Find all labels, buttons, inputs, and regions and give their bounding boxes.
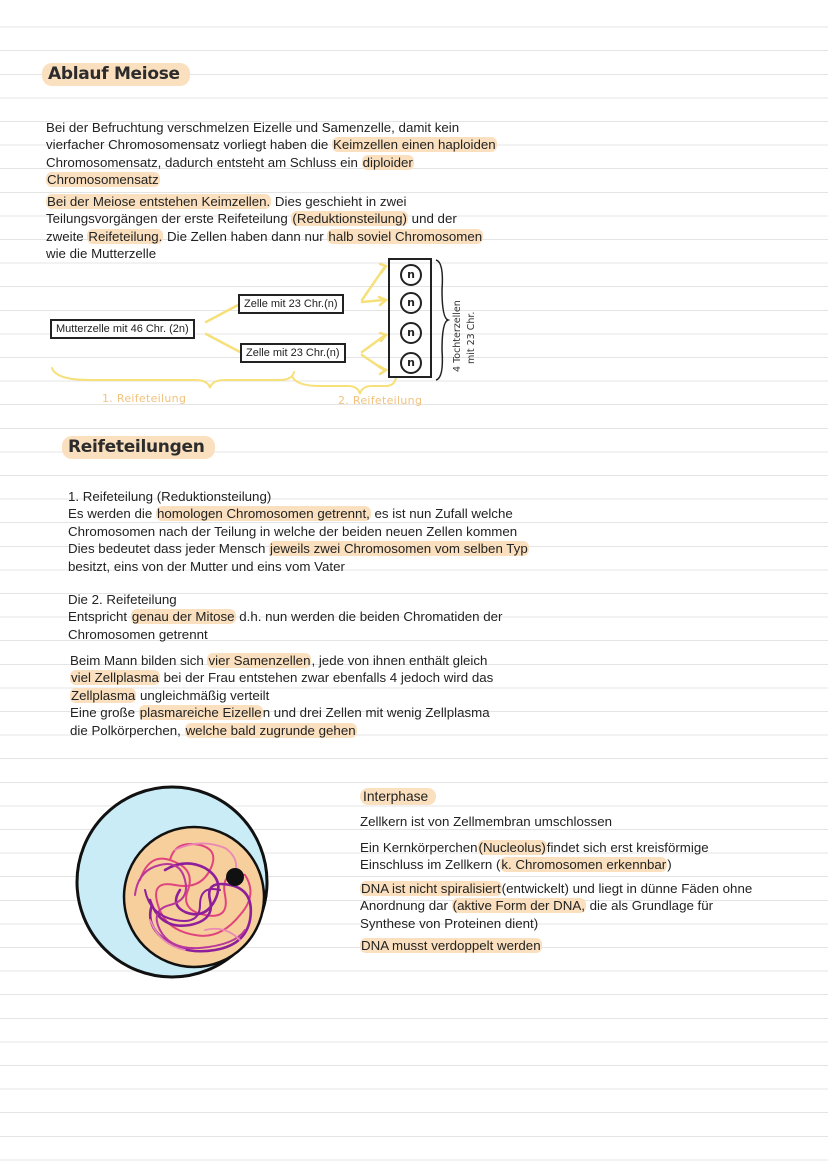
cell-box-bottom: Zelle mit 23 Chr.(n) xyxy=(240,343,346,363)
text-segment: Ein Kernkörperchen xyxy=(360,840,478,855)
text-segment: wie die Mutterzelle xyxy=(46,246,157,262)
interphase-nucleolus-text xyxy=(360,839,709,874)
text-segment: ) xyxy=(667,857,672,873)
section-title-reifeteilungen: Reifeteilungen xyxy=(62,437,215,457)
interphase-membrane-text xyxy=(360,813,612,830)
text-segment: (entwickelt) und liegt in dünne Fäden ohne xyxy=(501,881,753,896)
text-segment: d.h. nun werden die beiden Chromatiden der xyxy=(235,609,503,625)
text-segment: Es werden die xyxy=(68,506,156,522)
highlighted-text: DNA musst verdoppelt werden xyxy=(361,938,541,953)
text-segment: Chromosomensatz, dadurch entsteht am Schluss ein xyxy=(46,154,362,170)
text-segment: ungleichmäßig verteilt xyxy=(136,687,270,703)
text-segment: Entspricht xyxy=(68,609,131,625)
text-segment: es ist nun Zufall welche xyxy=(370,506,513,522)
mother-cell-box: Mutterzelle mit 46 Chr. (2n) xyxy=(50,319,195,339)
text-segment: besitzt, eins von der Mutter und eins vom Vater xyxy=(68,558,345,574)
text-segment: Beim Mann bilden sich xyxy=(70,653,208,668)
cell-box-top: Zelle mit 23 Chr.(n) xyxy=(238,294,344,314)
highlighted-text: Bei der Meiose entstehen Keimzellen. xyxy=(47,194,271,209)
text-segment: Teilungsvorgängen der erste Reifeteilung xyxy=(46,211,292,227)
text-line xyxy=(360,813,612,830)
text-segment: bei der Frau entstehen zwar ebenfalls 4 jedoch wird das xyxy=(159,670,494,686)
highlighted-text: welche bald zugrunde gehen xyxy=(185,722,356,738)
second-division-label: 2. Reifeteilung xyxy=(338,394,423,407)
highlighted-text: (Reduktionsteilung) xyxy=(292,211,407,227)
highlighted-text: k. Chromosomen erkennbar xyxy=(501,857,667,873)
text-segment: Die Zellen haben dann nur xyxy=(163,228,328,244)
highlighted-text: halb soviel Chromosomen xyxy=(328,228,483,244)
highlighted-text: Zellplasma xyxy=(71,687,136,703)
text-segment: Dies bedeutet dass jeder Mensch xyxy=(68,541,270,557)
nucleus xyxy=(124,827,264,967)
interphase-title: Interphase xyxy=(360,788,436,805)
text-line xyxy=(360,839,709,856)
text-segment: Die 2. Reifeteilung xyxy=(68,592,177,607)
daughter-cells-label: 4 Tochterzellen xyxy=(452,300,463,372)
interphase-dna-text xyxy=(360,880,752,932)
text-segment: Chromosomen nach der Teilung in welche der beiden neuen Zellen kommen xyxy=(68,523,518,539)
text-segment: Einschluss im Zellkern ( xyxy=(360,857,501,873)
highlighted-text: genau der Mitose xyxy=(131,609,235,625)
text-segment: die als Grundlage für xyxy=(585,898,714,914)
text-line xyxy=(360,856,709,873)
text-line xyxy=(360,880,752,897)
text-segment: Dies geschieht in zwei xyxy=(271,194,407,209)
highlighted-text: (Nucleolus) xyxy=(478,840,546,855)
highlighted-text: DNA ist nicht spiralisiert xyxy=(361,881,501,896)
section-title-ablauf-meiose: Ablauf Meiose xyxy=(42,64,190,84)
haploid-symbol-2: n xyxy=(400,292,422,314)
interphase-duplication-text xyxy=(360,937,542,954)
highlighted-text: viel Zellplasma xyxy=(71,670,159,686)
highlighted-text: Reifeteilung. xyxy=(88,228,163,244)
text-segment: Eine große xyxy=(70,705,139,721)
text-segment: Bei der Befruchtung verschmelzen Eizelle und Samenzelle, damit kein xyxy=(46,120,460,135)
text-segment: Chromosomen getrennt xyxy=(68,626,208,642)
highlighted-text: Chromosomensatz xyxy=(47,172,159,188)
text-segment: , jede von ihnen enthält gleich xyxy=(311,653,488,668)
highlighted-text: (aktive Form der DNA, xyxy=(452,898,585,914)
text-line xyxy=(360,937,542,954)
text-line xyxy=(360,897,752,914)
first-division-label: 1. Reifeteilung xyxy=(102,392,187,405)
text-segment: vierfacher Chromosomensatz vorliegt haben die xyxy=(46,137,333,153)
text-segment: die Polkörperchen, xyxy=(70,722,185,738)
nucleolus xyxy=(226,868,244,886)
text-line xyxy=(360,915,752,932)
text-segment: 1. Reifeteilung (Reduktionsteilung) xyxy=(68,489,272,504)
highlighted-text: jeweils zwei Chromosomen vom selben Typ xyxy=(270,541,528,557)
daughter-cells-chromosomes-label: mit 23 Chr. xyxy=(466,311,477,364)
text-segment: n und drei Zellen mit wenig Zellplasma xyxy=(262,705,490,721)
text-segment: Zellkern ist von Zellmembran umschlossen xyxy=(360,814,612,829)
text-segment: Anordnung dar xyxy=(360,898,452,914)
haploid-symbol-3: n xyxy=(400,322,422,344)
highlighted-text: Keimzellen einen haploiden xyxy=(333,137,496,153)
highlighted-text: vier Samenzellen xyxy=(208,653,311,668)
text-segment: und der xyxy=(407,211,457,227)
highlighted-text: homologen Chromosomen getrennt, xyxy=(156,506,370,522)
haploid-symbol-1: n xyxy=(400,264,422,286)
highlighted-text: plasmareiche Eizelle xyxy=(139,705,262,721)
highlighted-text: diploider xyxy=(362,154,413,170)
text-segment: Synthese von Proteinen dient) xyxy=(360,915,539,931)
text-segment: zweite xyxy=(46,228,88,244)
text-segment: findet sich erst kreisförmige xyxy=(546,840,709,855)
haploid-symbol-4: n xyxy=(400,352,422,374)
